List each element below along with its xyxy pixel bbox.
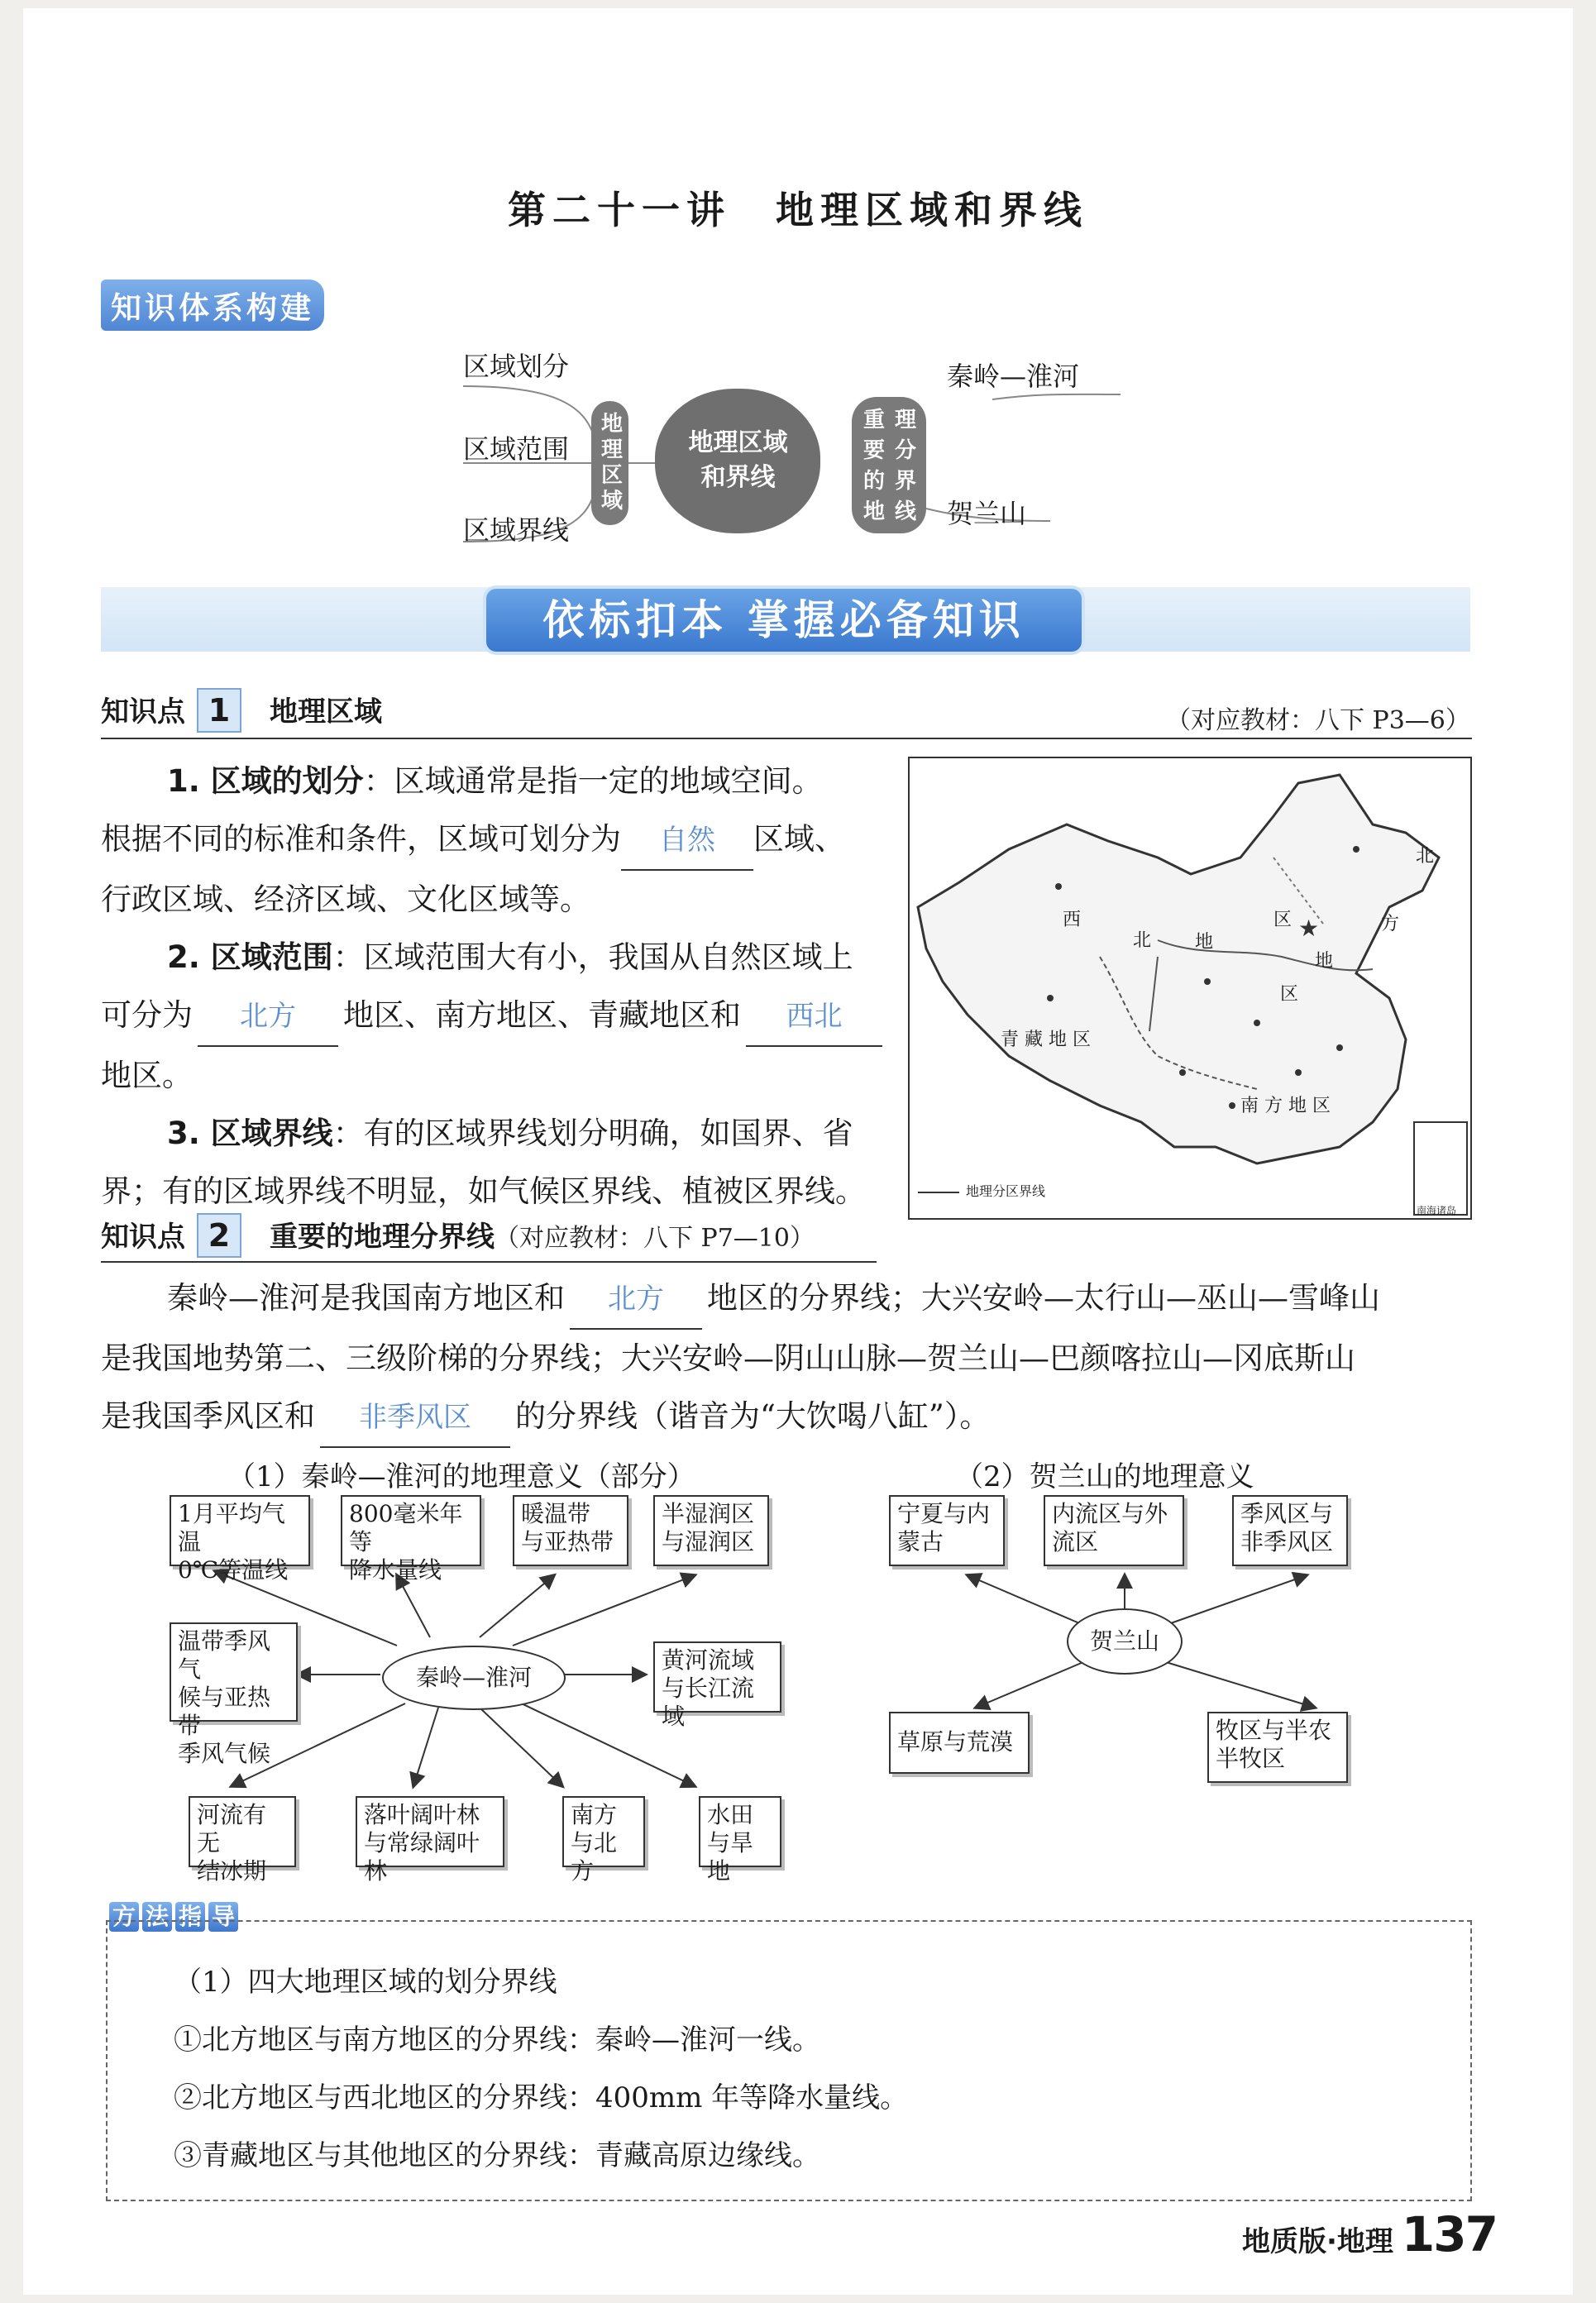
hub-char: 的 [863, 469, 885, 494]
method-tag-char: 法 [142, 1902, 172, 1932]
node-line: 水田 [707, 1801, 754, 1828]
node-line: 流区 [1052, 1528, 1099, 1555]
diagram1-node [356, 1796, 504, 1885]
divider [101, 1261, 877, 1263]
diagram2-node [1044, 1495, 1184, 1566]
kp1-reference: （对应教材：八下 P3—6） [1166, 706, 1470, 735]
hub-char: 区 [600, 463, 623, 488]
text: 区域、 [753, 821, 845, 857]
text: ：区域范围大有小，我国从自然区域上 [332, 939, 853, 975]
mindmap-item: 秦岭—淮河 [947, 361, 1080, 392]
diagram1-node [653, 1495, 769, 1566]
node-line: 半牧区 [1216, 1745, 1286, 1772]
method-line: ①北方地区与南方地区的分界线：秦岭—淮河一线。 [174, 2023, 820, 2057]
diagram2-center: 贺兰山 [1067, 1608, 1183, 1675]
text: 地区的分界线；大兴安岭—太行山—巫山—雪峰山 [707, 1280, 1380, 1316]
answer-blank: 西北 [746, 987, 882, 1047]
kp-title: 地理区域 [270, 695, 382, 729]
kp-number: 1 [197, 688, 241, 733]
hub-char: 要 [863, 438, 885, 463]
map-label: 地 [1315, 951, 1334, 972]
paragraph-line: 行政区域、经济区域、文化区域等。 [101, 882, 590, 917]
node-line: 与长江流域 [662, 1675, 755, 1730]
mindmap-item: 区域界线 [463, 514, 570, 546]
map-label: 区 [1273, 910, 1293, 930]
method-tag-char: 导 [208, 1902, 238, 1932]
hub-char: 界 [894, 469, 916, 494]
term-title: 1. 区域的划分 [167, 763, 364, 799]
diagram2-node [1207, 1712, 1348, 1783]
lecture-title: 第二十一讲 地理区域和界线 [508, 188, 1088, 232]
kp-label: 知识点 [101, 1221, 185, 1254]
diagram2-node [889, 1495, 1005, 1566]
hub-char: 域 [600, 489, 623, 514]
diagram2-node [1232, 1495, 1348, 1566]
map-legend: 地理分区界线 [966, 1183, 1046, 1199]
diagram1-node [513, 1495, 628, 1566]
diagram1-node [170, 1495, 310, 1584]
term-title: 3. 区域界线 [167, 1116, 333, 1151]
kp2-reference: （对应教材：八下 P7—10） [495, 1224, 815, 1253]
page-number: 137 [1401, 2206, 1497, 2262]
answer-blank: 非季风区 [320, 1388, 510, 1448]
node-line: 草原与荒漠 [897, 1728, 1014, 1756]
map-label: 西 [1063, 910, 1082, 930]
node-line: 河流有无 [197, 1801, 267, 1856]
kp-title: 重要的地理分界线 [270, 1221, 495, 1254]
method-line: （1）四大地理区域的划分界线 [174, 1966, 557, 1999]
hub-char: 理 [894, 408, 916, 432]
hub-char: 地 [600, 412, 623, 437]
answer-blank: 自然 [621, 811, 753, 871]
paragraph-line [101, 1269, 1474, 1330]
diagram1-caption: （1）秦岭—淮河的地理意义（部分） [227, 1460, 695, 1493]
map-label: 南 方 地 区 [1240, 1096, 1331, 1116]
map-label: 青 藏 地 区 [1001, 1030, 1091, 1050]
diagram2-node [889, 1712, 1030, 1774]
paragraph-line [101, 1388, 1474, 1448]
page-footer [1242, 2206, 1497, 2262]
hub-char: 理 [600, 437, 623, 462]
node-line: 半湿润区 [662, 1500, 755, 1527]
map-label: 方 [1381, 914, 1400, 934]
paragraph-line: 是我国地势第二、三级阶梯的分界线；大兴安岭—阴山山脉—贺兰山—巴颜喀拉山—冈底斯山 [101, 1340, 1355, 1376]
node-line: 非季风区 [1240, 1528, 1334, 1555]
node-line: 季风气候 [178, 1740, 271, 1767]
node-line: 黄河流域 [662, 1646, 755, 1674]
method-line: ③青藏地区与其他地区的分界线：青藏高原边缘线。 [174, 2139, 820, 2172]
node-line: 季风区与 [1240, 1500, 1334, 1527]
divider [101, 738, 1472, 739]
node-line: 内流区与外 [1052, 1500, 1168, 1527]
hub-char: 分 [894, 438, 916, 463]
hub-char: 线 [894, 499, 916, 524]
diagram1-node [562, 1796, 645, 1885]
map-label: 北 [1133, 930, 1152, 951]
node-line: 南方 [571, 1801, 618, 1828]
paragraph-line [101, 753, 878, 810]
map-label: 地 [1195, 932, 1214, 953]
node-line: 牧区与半农 [1216, 1717, 1332, 1744]
paragraph-line [101, 1105, 878, 1163]
node-line: 0℃等温线 [178, 1556, 289, 1584]
paragraph-line [101, 987, 878, 1047]
answer-blank: 北方 [570, 1270, 702, 1330]
text: 秦岭—淮河是我国南方地区和 [167, 1280, 565, 1316]
diagram2-caption: （2）贺兰山的地理意义 [955, 1460, 1254, 1493]
node-line: 宁夏与内 [897, 1500, 991, 1527]
kp-label: 知识点 [101, 695, 185, 729]
hub-char: 重 [863, 408, 885, 432]
answer-blank: 北方 [198, 987, 338, 1047]
node-line: 结冰期 [197, 1857, 267, 1885]
paragraph-line [101, 929, 878, 987]
node-line: 1月平均气温 [178, 1500, 285, 1555]
diagram1-node [189, 1796, 296, 1885]
text: 是我国季风区和 [101, 1398, 315, 1434]
map-label: 区 [1280, 984, 1299, 1005]
node-line: 温带季风气 [178, 1627, 271, 1683]
kp2-header [101, 1213, 815, 1258]
diagram1-node [653, 1641, 781, 1730]
diagram1-node [170, 1622, 298, 1767]
node-line: 与旱地 [707, 1829, 754, 1885]
method-tag-char: 方 [109, 1902, 139, 1932]
node-line: 落叶阔叶林 [364, 1801, 480, 1828]
china-region-map [908, 757, 1472, 1220]
kp-number: 2 [197, 1213, 241, 1258]
map-label: 北 [1416, 846, 1435, 867]
banner-title: 依标扣本 掌握必备知识 [486, 589, 1082, 652]
mindmap-center-line: 地理区域 [688, 428, 788, 457]
method-content [174, 1953, 908, 2185]
hub-char: 地 [863, 499, 885, 524]
svg-text:★: ★ [1298, 915, 1320, 942]
paragraph-line [101, 810, 878, 871]
map-inset-label: 南海诸岛 [1417, 1205, 1457, 1216]
method-tag-char: 指 [175, 1902, 205, 1932]
text: ：有的区域界线划分明确，如国界、省 [332, 1116, 853, 1151]
paragraph-line: 地区。 [101, 1058, 193, 1093]
mindmap-item: 区域划分 [463, 351, 570, 382]
node-line: 与亚热带 [521, 1528, 614, 1555]
diagram1-center: 秦岭—淮河 [382, 1646, 566, 1710]
node-line: 与湿润区 [662, 1528, 755, 1555]
node-line: 800毫米年等 [349, 1500, 463, 1555]
node-line: 与北方 [571, 1829, 618, 1885]
mindmap-item: 区域范围 [463, 433, 570, 465]
diagram1-node [699, 1796, 781, 1885]
mindmap-center-line: 和界线 [700, 463, 776, 492]
node-line: 与常绿阔叶林 [364, 1829, 480, 1885]
section-tag: 知识体系构建 [101, 280, 324, 331]
node-line: 降水量线 [349, 1556, 442, 1584]
node-line: 暖温带 [521, 1500, 591, 1527]
text: ：区域通常是指一定的地域空间。 [363, 763, 823, 799]
text: 的分界线（谐音为“大饮喝八缸”）。 [515, 1398, 991, 1434]
node-line: 蒙古 [897, 1528, 944, 1555]
map-outline [910, 758, 1470, 1218]
text: 可分为 [101, 997, 193, 1033]
mindmap-item: 贺兰山 [947, 498, 1027, 529]
text: 根据不同的标准和条件，区域可划分为 [101, 821, 621, 857]
text: 地区、南方地区、青藏地区和 [343, 997, 741, 1033]
diagram1-node [341, 1495, 481, 1584]
node-line: 候与亚热带 [178, 1684, 271, 1739]
term-title: 2. 区域范围 [167, 939, 333, 975]
edition-label: 地质版·地理 [1242, 2225, 1393, 2258]
paragraph-line: 界；有的区域界线不明显，如气候区界线、植被区界线。 [101, 1173, 866, 1209]
method-line: ②北方地区与西北地区的分界线：400mm 年等降水量线。 [174, 2081, 909, 2114]
kp1-header [101, 688, 382, 733]
